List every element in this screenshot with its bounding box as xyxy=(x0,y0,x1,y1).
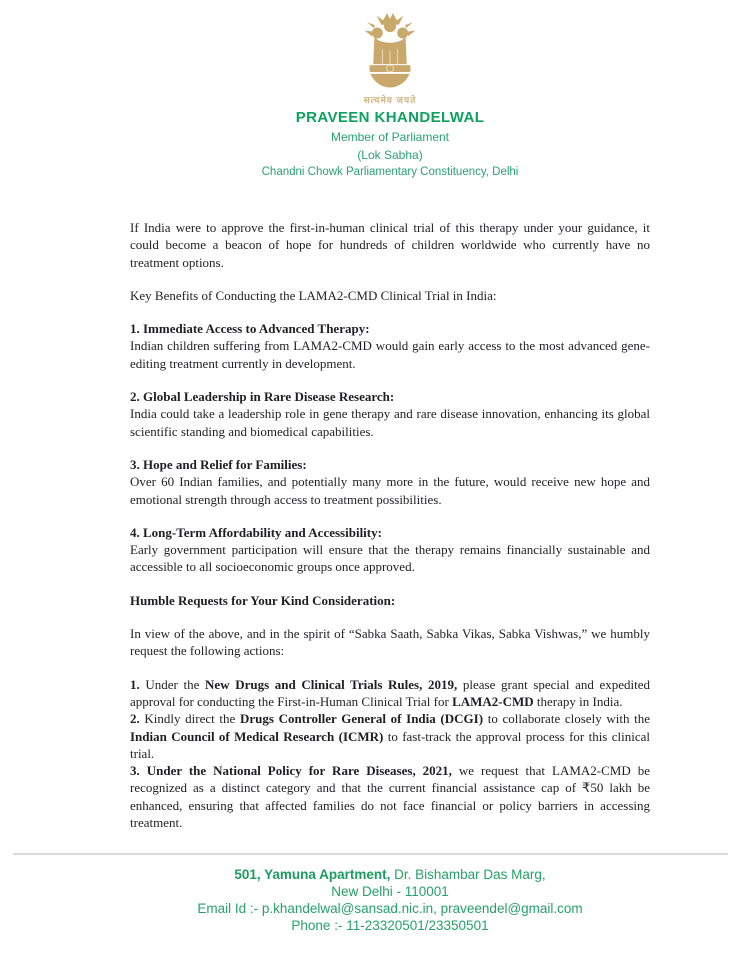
text-run: we request that LAMA2-CMD be recognized as a distinct category and that the current financial assistance cap of ₹50 lakh be enhanced, ensuring that affected families do not face financial or policy barriers in accessing treatment. xyxy=(130,763,650,831)
text-run: Phone :- 11-23320501/23350501 xyxy=(291,918,489,933)
letter-footer xyxy=(0,853,741,934)
text-run: New Delhi - 110001 xyxy=(331,884,449,899)
body-paragraph xyxy=(130,676,650,711)
body-paragraph xyxy=(130,625,650,660)
body-paragraph xyxy=(130,219,650,271)
text-run: India could take a leadership role in gene therapy and rare disease innovation, enhancing its global scientific standing and biomedical capabilities. xyxy=(130,406,650,439)
emblem-motto: सत्यमेव जयते xyxy=(363,95,417,105)
text-run: Early government participation will ensure that the therapy remains financially sustainable and accessible to all socioeconomic groups once approved. xyxy=(130,542,650,575)
text-run: Email Id :- p.khandelwal@sansad.nic.in, praveendel@gmail.com xyxy=(197,901,583,916)
footer-divider xyxy=(13,853,728,855)
bold-text-run: 1. xyxy=(130,676,140,692)
text-run: Key Benefits of Conducting the LAMA2-CMD Clinical Trial in India: xyxy=(130,287,497,303)
bold-text-run: 501, Yamuna Apartment, xyxy=(234,867,391,882)
text-run: Over 60 Indian families, and potentially many more in the future, would receive new hope and emotional strength through access to treatment possibilities. xyxy=(130,474,650,507)
footer-lines xyxy=(0,866,741,934)
text-run: to collaborate closely with the xyxy=(483,711,650,727)
letterhead xyxy=(0,0,741,179)
bold-text-run: Humble Requests for Your Kind Consideration: xyxy=(130,592,396,608)
bold-text-run: New Drugs and Clinical Trials Rules, 2019, xyxy=(205,676,458,692)
text-run: to fast-track the approval process for this clinical trial. xyxy=(130,728,650,761)
text-run: please grant special and expedited approval for conducting the First-in-Human Clinical Trial for xyxy=(130,676,651,709)
footer-line xyxy=(39,883,741,900)
text-run: therapy in India. xyxy=(533,693,623,709)
text-run: Indian children suffering from LAMA2-CMD would gain early access to the most advanced gene-editing treatment currently in development. xyxy=(130,338,650,371)
section-heading xyxy=(130,388,650,405)
text-run: In view of the above, and in the spirit of “Sabka Saath, Sabka Vikas, Sabka Vishwas,” we humbly request the following actions: xyxy=(130,626,650,659)
body-paragraph xyxy=(130,762,650,831)
bold-text-run: 3. Hope and Relief for Families: xyxy=(130,456,307,472)
member-name: PRAVEEN KHANDELWAL xyxy=(295,109,485,126)
member-constituency: Chandni Chowk Parliamentary Constituency, Delhi xyxy=(261,166,519,178)
section-heading xyxy=(130,524,650,541)
text-run: Kindly direct the xyxy=(139,711,240,727)
footer-line xyxy=(39,917,741,934)
bold-text-run: Drugs Controller General of India (DCGI) xyxy=(239,711,484,727)
letter-body xyxy=(130,219,650,831)
bold-text-run: 2. Global Leadership in Rare Disease Research: xyxy=(130,389,395,405)
text-run: If India were to approve the first-in-human clinical trial of this therapy under your guidance, it could become a beacon of hope for hundreds of children worldwide who currently have no treatment options. xyxy=(130,220,650,270)
body-paragraph xyxy=(130,405,650,440)
bold-text-run: 2. xyxy=(130,711,140,727)
member-house: (Lok Sabha) xyxy=(357,148,423,162)
section-heading xyxy=(130,592,650,609)
section-heading xyxy=(130,456,650,473)
text-run: Dr. Bishambar Das Marg, xyxy=(390,867,546,882)
footer-line xyxy=(39,900,741,917)
body-paragraph xyxy=(130,473,650,508)
member-title: Member of Parliament xyxy=(330,130,450,144)
text-run: Under the xyxy=(139,676,206,692)
bold-text-run: 1. Immediate Access to Advanced Therapy: xyxy=(130,321,370,337)
section-heading xyxy=(130,320,650,337)
ashoka-emblem-icon xyxy=(360,13,420,89)
footer-line xyxy=(39,866,741,883)
body-paragraph xyxy=(130,710,650,762)
body-paragraph xyxy=(130,287,650,304)
body-paragraph xyxy=(130,541,650,576)
body-paragraph xyxy=(130,337,650,372)
bold-text-run: Indian Council of Medical Research (ICMR) xyxy=(130,728,384,744)
bold-text-run: 4. Long-Term Affordability and Accessibility: xyxy=(130,524,382,540)
bold-text-run: 3. Under the National Policy for Rare Diseases, 2021, xyxy=(130,763,452,779)
bold-text-run: LAMA2-CMD xyxy=(452,693,534,709)
